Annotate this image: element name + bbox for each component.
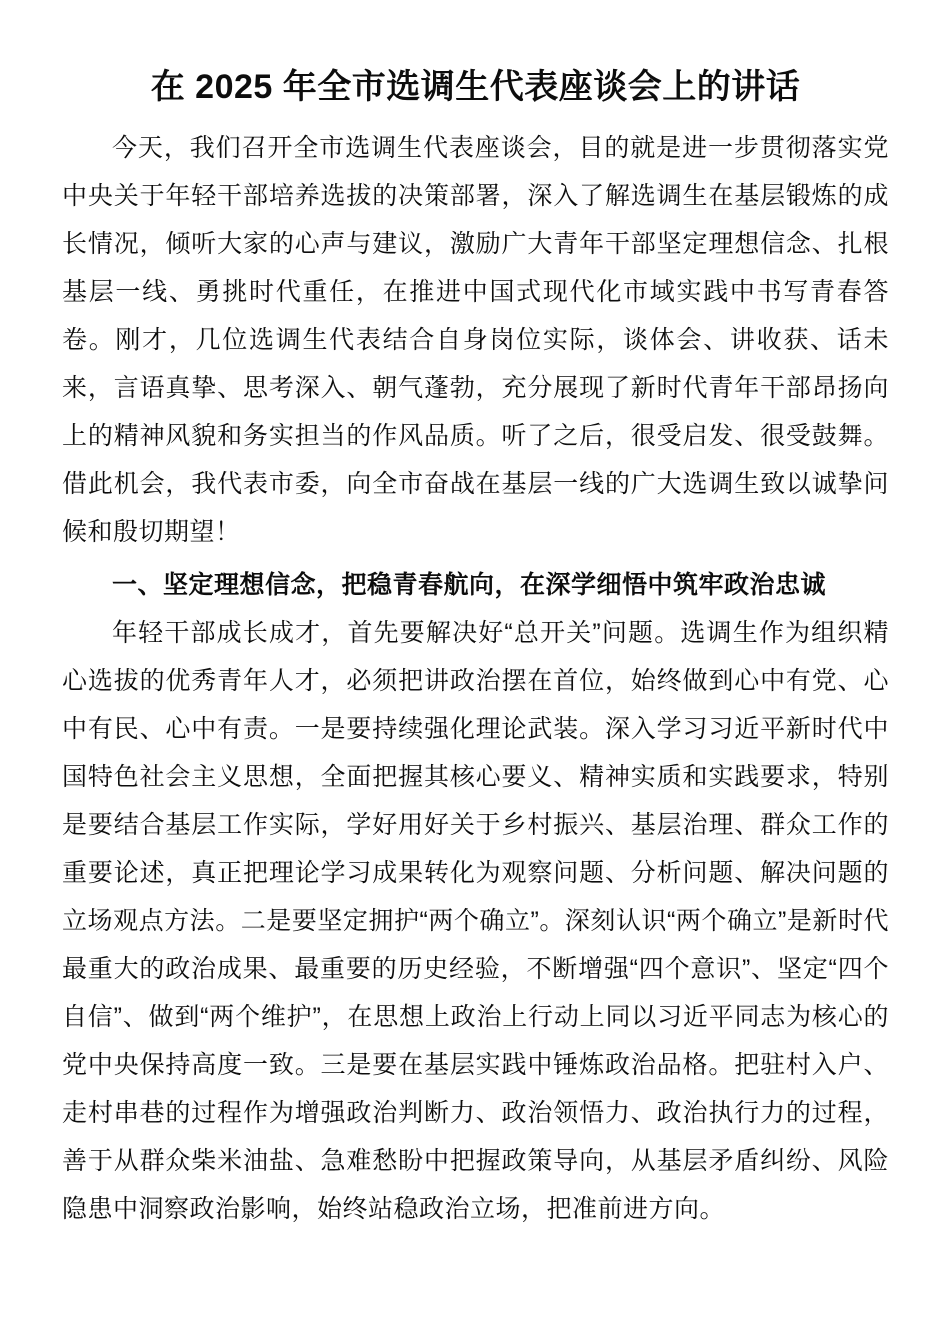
page-title: 在 2025 年全市选调生代表座谈会上的讲话	[150, 68, 801, 106]
paragraph-opening: 今天，我们召开全市选调生代表座谈会，目的就是进一步贯彻落实党中央关于年轻干部培养选拔的决策部署，深入了解选调生在基层锻炼的成长情况，倾听大家的心声与建议，激励广大青年干部坚定理想信念、扎根基层一线、勇挑时代重任，在推进中国式现代化市域实践中书写青春答卷。刚才，几位选调生代表结合自身岗位实际，谈体会、讲收获、话未来，言语真挚、思考深入、朝气蓬勃，充分展现了新时代青年干部昂扬向上的精神风貌和务实担当的作风品质。听了之后，很受启发、很受鼓舞。借此机会，我代表市委，向全市奋战在基层一线的广大选调生致以诚挚问候和殷切期望！	[62, 134, 889, 546]
section-heading-1: 一、坚定理想信念，把稳青春航向，在深学细悟中筑牢政治忠诚	[112, 571, 827, 599]
paragraph-section-1-body: 年轻干部成长成才，首先要解决好“总开关”问题。选调生作为组织精心选拔的优秀青年人才，必须把讲政治摆在首位，始终做到心中有党、心中有民、心中有责。一是要持续强化理论武装。深入学习习近平新时代中国特色社会主义思想，全面把握其核心要义、精神实质和实践要求，特别是要结合基层工作实际，学好用好关于乡村振兴、基层治理、群众工作的重要论述，真正把理论学习成果转化为观察问题、分析问题、解决问题的立场观点方法。二是要坚定拥护“两个确立”。深刻认识“两个确立”是新时代最重大的政治成果、最重要的历史经验，不断增强“四个意识”、坚定“四个自信”、做到“两个维护”，在思想上政治上行动上同以习近平同志为核心的党中央保持高度一致。三是要在基层实践中锤炼政治品格。把驻村入户、走村串巷的过程作为增强政治判断力、政治领悟力、政治执行力的过程，善于从群众柴米油盐、急难愁盼中把握政策导向，从基层矛盾纠纷、风险隐患中洞察政治影响，始终站稳政治立场，把准前进方向。	[62, 619, 889, 1223]
